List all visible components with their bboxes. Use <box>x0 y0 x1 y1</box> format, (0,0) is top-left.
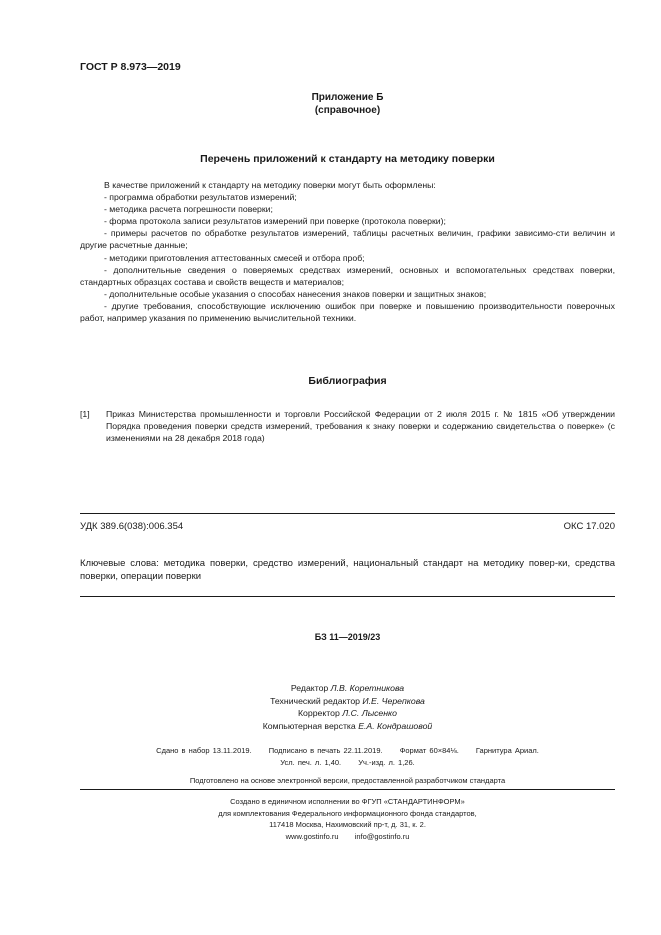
list-item: - методики приготовления аттестованных смесей и отбора проб; <box>104 252 365 263</box>
list-item: - дополнительные сведения о поверяемых средствах измерений, основных и вспомогательных средствах поверки, стандартных образцах состава и свойств веществ и материалов; <box>80 264 615 287</box>
publisher-address: 117418 Москва, Нахимовский пр-т, д. 31, к. 2. <box>269 820 426 829</box>
publication-sheets: Уч.-изд. л. 1,26. <box>358 758 415 767</box>
section-title: Перечень приложений к стандарту на методику поверки <box>200 153 495 165</box>
email-link[interactable]: info@gostinfo.ru <box>354 831 410 841</box>
editor-role: Редактор <box>290 683 329 693</box>
appendix-subtitle: (справочное) <box>314 105 381 116</box>
appendix-title: Приложение Б <box>311 92 384 103</box>
bibliography-text: Приказ Министерства промышленности и торговли Российской Федерации от 2 июля 2015 г. № 1815 «Об утверждении Порядка проведения поверки средств измерений, требования к знаку поверки и содержанию свидетельства о поверке» (с изменениями на 28 декабря 2018 года) <box>106 409 615 444</box>
print-info <box>80 745 615 769</box>
bz-number: БЗ 11—2019/23 <box>314 632 381 642</box>
print-sheets: Усл. печ. л. 1,40. <box>280 758 342 767</box>
list-item: - другие требования, способствующие исключению ошибок при поверке и повышению производительности поверочных работ, например указания по применению вычислительной техники. <box>80 300 615 324</box>
publisher-block <box>80 796 615 842</box>
publisher-line: для комплектования Федерального информационного фонда стандартов, <box>218 808 477 818</box>
bibliography-number: [1] <box>80 409 90 419</box>
bibliography-title: Библиография <box>308 375 387 387</box>
editor-role: Корректор <box>298 708 340 718</box>
divider <box>80 513 615 514</box>
editor-line <box>80 720 615 733</box>
list-item: - программа обработки результатов измерений; <box>104 192 297 203</box>
document-code: ГОСТ Р 8.973—2019 <box>80 61 181 73</box>
paper-format: Формат 60×84⅛. <box>399 746 459 755</box>
list-item: - дополнительные особые указания о способах нанесения знаков поверки и защитных знаков; <box>104 288 487 299</box>
publisher-line: Создано в единичном исполнении во ФГУП «СТАНДАРТИНФОРМ» <box>230 797 465 806</box>
keywords: Ключевые слова: методика поверки, средство измерений, национальный стандарт на методику повер-ки, средства поверки, операции поверки <box>80 558 615 582</box>
editor-name: Л.С. Лысенко <box>342 708 397 718</box>
oks-code: ОКС 17.020 <box>563 521 615 532</box>
submitted-date: Сдано в набор 13.11.2019. <box>156 746 252 755</box>
website-link[interactable]: www.gostinfo.ru <box>285 831 339 841</box>
editor-name: И.Е. Черепкова <box>362 695 425 706</box>
editor-name: Е.А. Кондрашовой <box>358 720 433 731</box>
print-info-line <box>80 757 615 769</box>
typeface: Гарнитура Ариал. <box>475 746 539 755</box>
list-item: - примеры расчетов по обработке результатов измерений, таблицы расчетных величин, графики зависимо-сти величин и другие расчетные данные; <box>80 228 615 251</box>
appendix-list <box>80 179 615 324</box>
print-info-line <box>80 745 615 757</box>
editor-name: Л.В. Коретникова <box>330 683 405 693</box>
divider <box>80 596 615 597</box>
editor-line <box>80 682 615 695</box>
list-item: - форма протокола записи результатов измерений при поверке (протокола поверки); <box>104 216 446 227</box>
list-item: - методика расчета погрешности поверки; <box>104 204 273 215</box>
editor-role: Компьютерная верстка <box>262 720 356 731</box>
appendix-heading <box>80 91 615 117</box>
editor-line <box>80 707 615 720</box>
publisher-contacts <box>80 831 615 843</box>
editor-line <box>80 695 615 708</box>
udk-code: УДК 389.6(038):006.354 <box>80 521 184 532</box>
signed-date: Подписано в печать 22.11.2019. <box>268 746 383 755</box>
divider <box>80 789 615 790</box>
editors-block <box>80 682 615 732</box>
editor-role: Технический редактор <box>270 695 360 706</box>
list-intro: В качестве приложений к стандарту на методику поверки могут быть оформлены: <box>104 180 436 190</box>
prepared-note: Подготовлено на основе электронной версии, предоставленной разработчиком стандарта <box>189 776 506 785</box>
